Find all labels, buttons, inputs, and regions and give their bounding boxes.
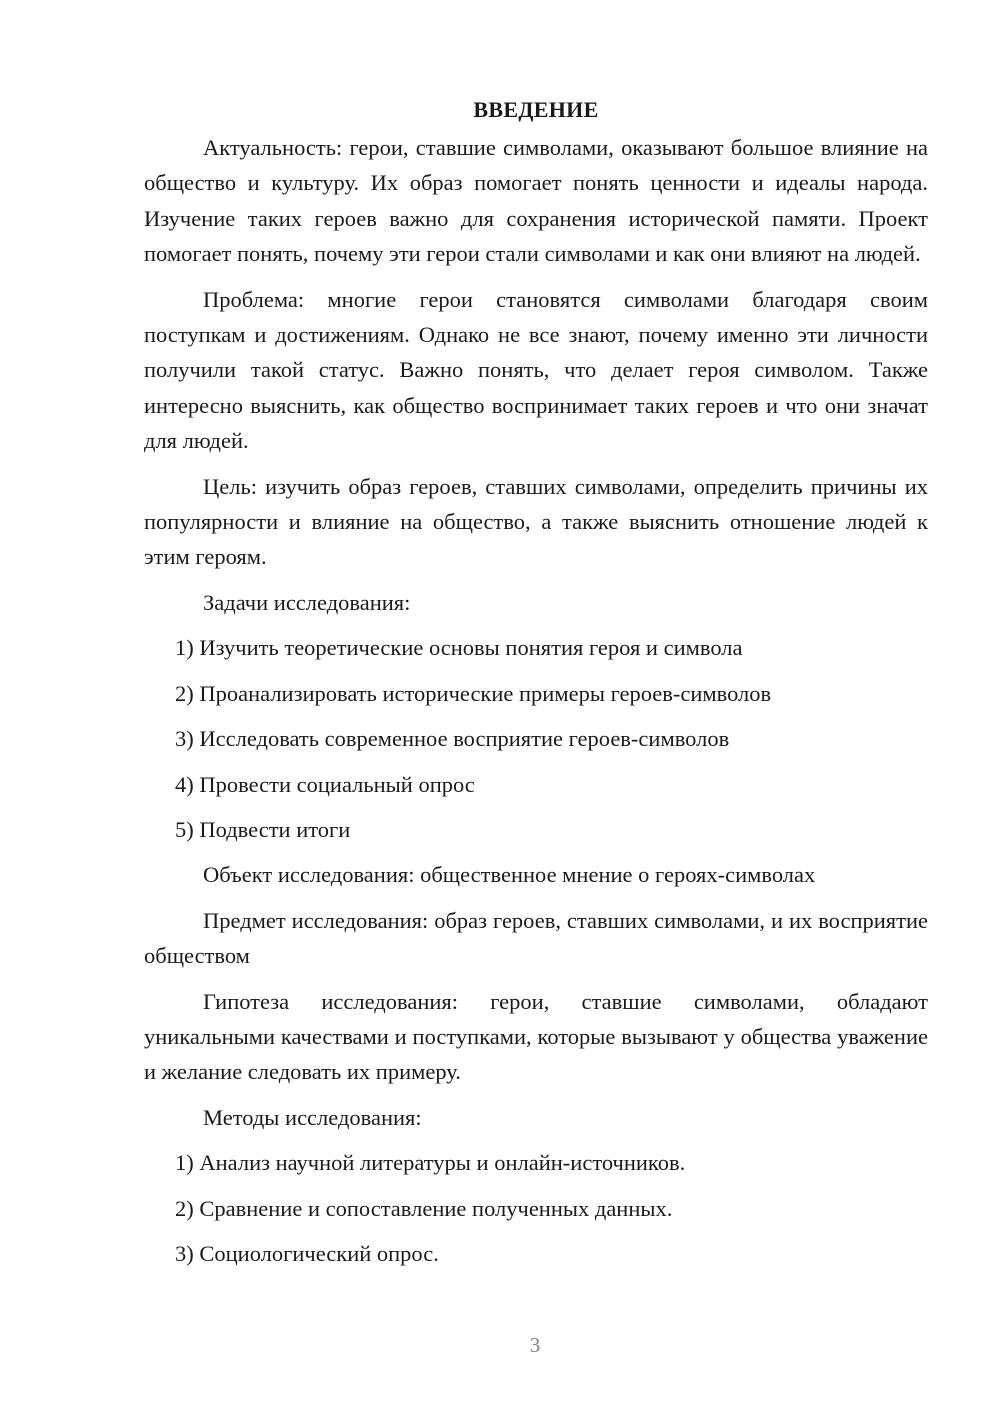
method-item-1: 1) Анализ научной литературы и онлайн-источников. xyxy=(175,1150,686,1176)
goal-paragraph: Цель: изучить образ героев, ставших символами, определить причины их популярности и влияние на общество, а также выяснить отношение людей к этим героям. xyxy=(144,473,928,570)
section-title: ВВЕДЕНИЕ xyxy=(473,97,599,122)
hypothesis-paragraph: Гипотеза исследования: герои, ставшие символами, обладают уникальными качествами и поступками, которые вызывают у общества уважение и желание следовать их примеру. xyxy=(144,988,928,1085)
task-item-4: 4) Провести социальный опрос xyxy=(175,771,475,797)
method-item-3: 3) Социологический опрос. xyxy=(175,1240,439,1266)
page-number: 3 xyxy=(529,1333,541,1357)
problem-paragraph: Проблема: многие герои становятся символами благодаря своим поступкам и достижениям. Однако не все знают, почему именно эти личности получили такой статус. Важно понять, что делает героя символом. Также интересно выяснить, как общество воспринимает таких героев и что они значат для людей. xyxy=(144,286,928,454)
object-paragraph: Объект исследования: общественное мнение о героях-символах xyxy=(203,862,816,888)
task-item-5: 5) Подвести итоги xyxy=(175,816,351,842)
relevance-paragraph: Актуальность: герои, ставшие символами, оказывают большое влияние на общество и культуру. Их образ помогает понять ценности и идеалы народа. Изучение таких героев важно для сохранения исторической памяти. Проект помогает понять, почему эти герои стали символами и как они влияют на людей. xyxy=(144,135,928,267)
methods-heading: Методы исследования: xyxy=(203,1104,422,1130)
task-item-2: 2) Проанализировать исторические примеры героев-символов xyxy=(175,680,772,706)
method-item-2: 2) Сравнение и сопоставление полученных данных. xyxy=(175,1195,673,1221)
document-body xyxy=(144,92,928,1281)
subject-paragraph: Предмет исследования: образ героев, ставших символами, и их восприятие обществом xyxy=(144,907,928,969)
task-item-3: 3) Исследовать современное восприятие героев-символов xyxy=(175,726,730,752)
task-item-1: 1) Изучить теоретические основы понятия героя и символа xyxy=(175,635,743,661)
tasks-heading: Задачи исследования: xyxy=(203,589,411,615)
